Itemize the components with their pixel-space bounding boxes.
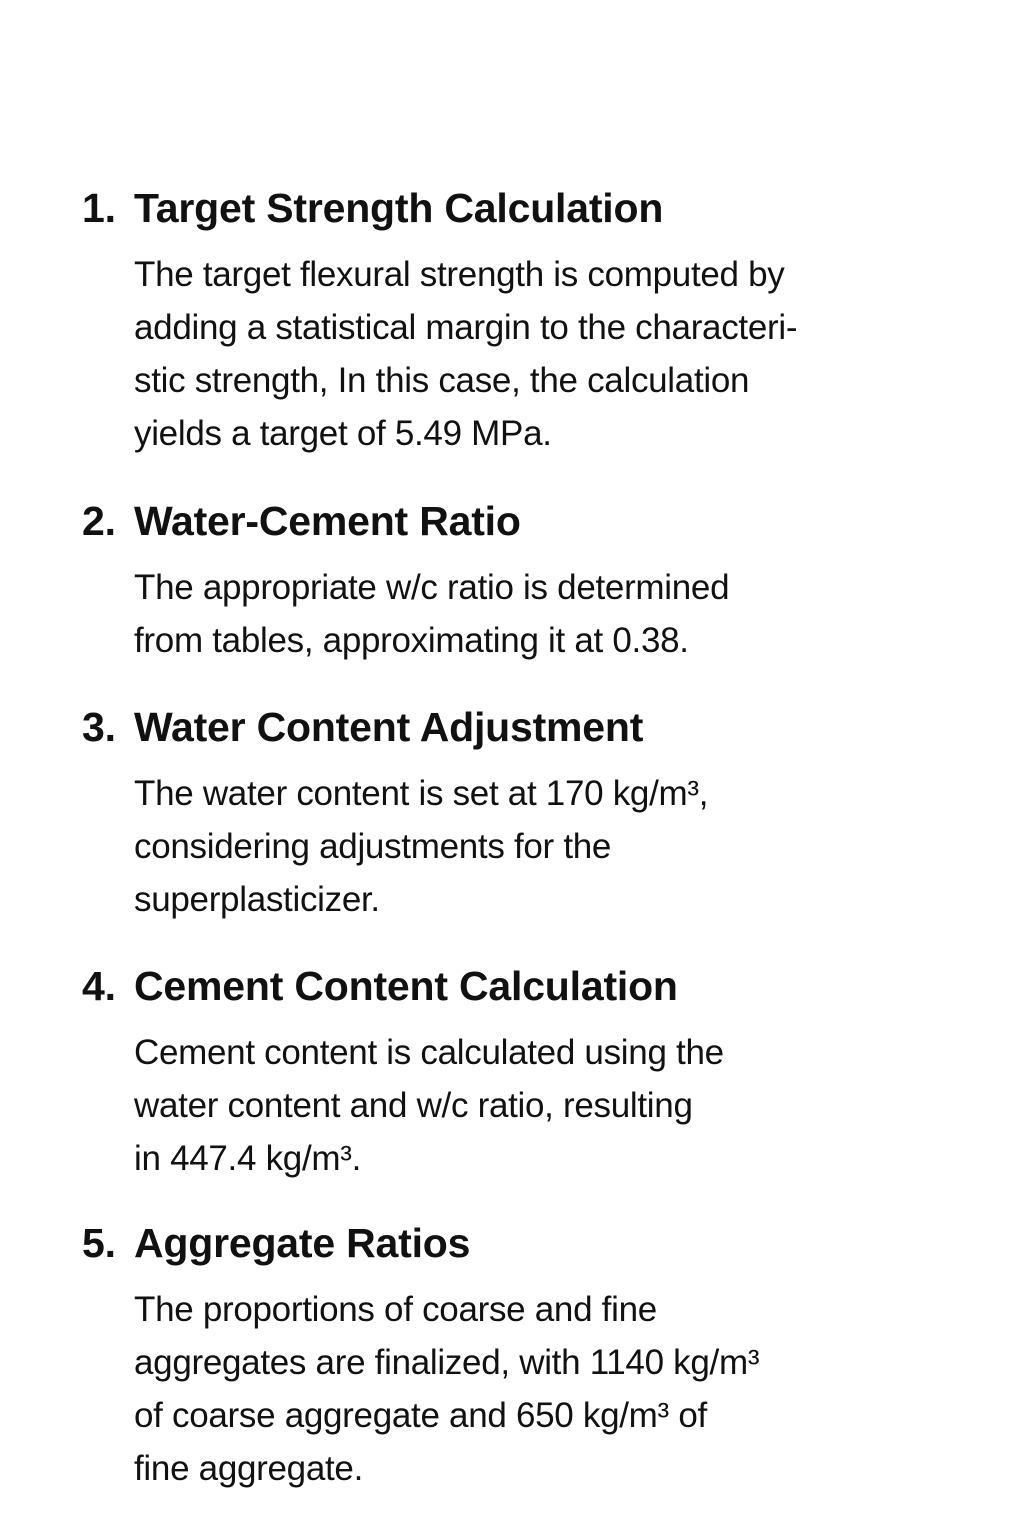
step-heading: [82, 962, 678, 1010]
step-heading: [82, 703, 643, 751]
step-title: Water-Cement Ratio: [134, 498, 521, 544]
description-line: yields a target of 5.49 MPa.: [134, 414, 552, 453]
description-line: Cement content is calculated using the: [134, 1033, 724, 1072]
step-number: 3.: [82, 704, 116, 750]
step-number: 2.: [82, 498, 116, 544]
description-line: of coarse aggregate and 650 kg/m³ of: [134, 1396, 707, 1435]
step-title: Aggregate Ratios: [134, 1220, 471, 1266]
description-line: adding a statistical margin to the characteri-: [134, 308, 798, 347]
step-heading: [82, 497, 521, 545]
description-line: stic strength, In this case, the calculation: [134, 361, 750, 400]
step-title: Target Strength Calculation: [134, 185, 664, 231]
description-line: The water content is set at 170 kg/m³,: [134, 774, 709, 813]
step-description: [134, 561, 954, 667]
step-description: [134, 1283, 954, 1495]
description-line: in 447.4 kg/m³.: [134, 1139, 361, 1178]
step-number: 5.: [82, 1220, 116, 1266]
description-line: aggregates are finalized, with 1140 kg/m³: [134, 1343, 760, 1382]
description-line: The appropriate w/c ratio is determined: [134, 568, 730, 607]
description-line: from tables, approximating it at 0.38.: [134, 621, 689, 660]
description-line: considering adjustments for the: [134, 827, 612, 866]
description-line: The proportions of coarse and fine: [134, 1290, 657, 1329]
step-number: 4.: [82, 963, 116, 1009]
step-number: 1.: [82, 185, 116, 231]
step-description: [134, 767, 954, 926]
description-line: superplasticizer.: [134, 880, 380, 919]
step-description: [134, 1026, 954, 1185]
step-description: [134, 248, 954, 460]
description-line: water content and w/c ratio, resulting: [134, 1086, 693, 1125]
description-line: The target flexural strength is computed by: [134, 255, 785, 294]
description-line: fine aggregate.: [134, 1449, 364, 1488]
step-title: Cement Content Calculation: [134, 963, 678, 1009]
step-heading: [82, 184, 663, 232]
step-title: Water Content Adjustment: [134, 704, 644, 750]
step-heading: [82, 1219, 470, 1267]
